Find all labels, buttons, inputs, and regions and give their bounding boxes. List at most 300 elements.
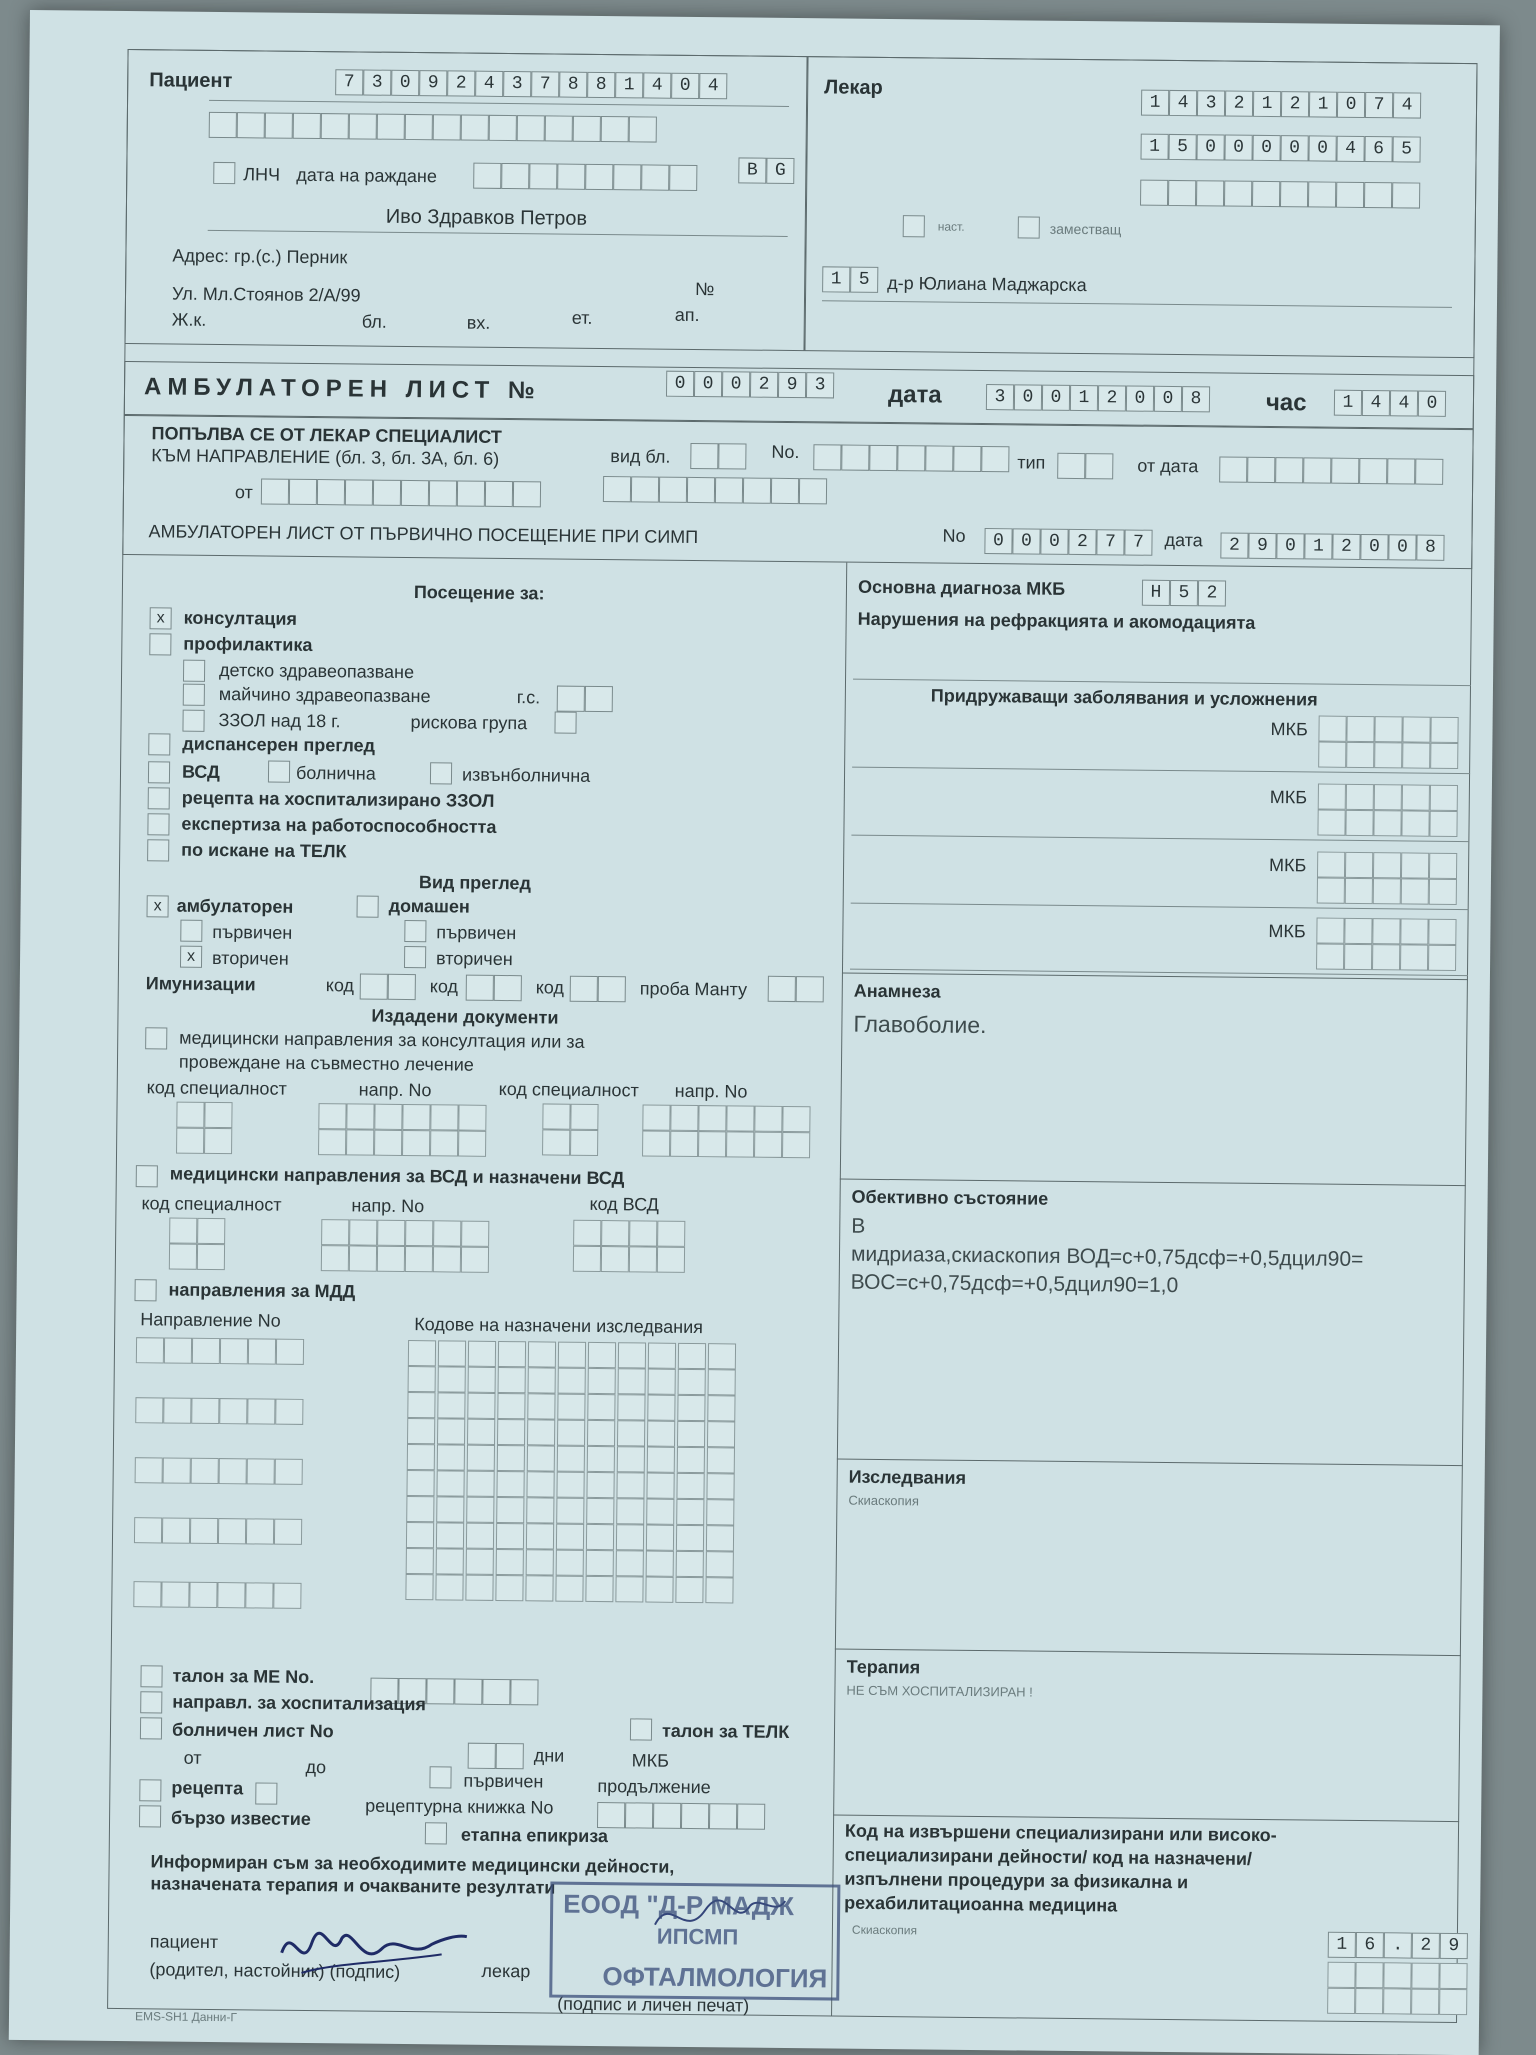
grid-cell [318,1129,346,1155]
digit-box: 9 [778,372,806,398]
country-code [738,157,794,184]
grid-cell [496,1523,524,1549]
grid-cell [1316,918,1344,944]
digit-box [585,164,613,190]
digit-box: 3 [1197,90,1225,116]
digit-box: 2 [1068,529,1096,555]
home-secondary-label: вторичен [435,948,513,970]
visit-checkbox[interactable]: x [150,607,172,629]
digit-box [485,481,513,507]
grid-cell [436,1470,464,1496]
grid-cell [437,1392,465,1418]
primary-sick-checkbox[interactable] [429,1766,451,1788]
digit-box [631,476,659,502]
grid-cell [526,1497,554,1523]
digit-box [345,479,373,505]
digit-box [489,115,517,141]
recipe-extra-checkbox[interactable] [255,1782,277,1804]
outhospital-checkbox[interactable] [430,762,452,784]
digit-box [321,113,349,139]
specialist-no-boxes [813,444,1009,472]
grid-cell [433,1220,461,1246]
digit-box [513,481,541,507]
grid-cell [430,1104,458,1130]
digit-box [405,114,433,140]
procedure-code [1328,1932,1468,1959]
grid-cell [707,1395,735,1421]
objective-line3: ВОС=с+0,75дсф=+0,5дцил90=1,0 [850,1270,1179,1298]
grid-cell [1428,945,1456,971]
digit-box [466,975,494,1001]
grid-cell [617,1420,645,1446]
mdd-left-grids [30,10,1500,25]
grid-cell [754,1132,782,1158]
grid-cell [556,1472,584,1498]
stamp-line3: ОФТАЛМОЛОГИЯ [602,1961,828,1994]
digit-box: 0 [1042,385,1070,411]
anamnesis-title: Анамнеза [853,980,941,1002]
home-checkbox[interactable] [357,895,379,917]
digit-box: 0 [984,528,1012,554]
digit-box [1196,180,1224,206]
digit-box: 4 [1390,390,1418,416]
ref-grid-4 [642,1104,811,1158]
digit-box: 0 [722,371,750,397]
primary-date-label: дата [1164,529,1203,551]
digit-box: 0 [1014,384,1042,410]
visit-checkbox[interactable] [147,839,169,861]
anamnesis-text: Главоболие. [853,1010,987,1039]
grid-cell [587,1394,615,1420]
objective-line1: В [851,1214,866,1238]
digit-box: 6 [1364,136,1392,162]
grid-cell [726,1105,754,1131]
mdd-codes-label: Кодове на назначени изследвания [414,1314,704,1338]
grid-cell [586,1472,614,1498]
grid-cell [374,1104,402,1130]
grid-cell [406,1470,434,1496]
exam-title: Вид преглед [418,872,532,894]
ref-napr-no: напр. No [358,1079,432,1101]
patient-id-boxes [209,112,657,143]
digit-box [349,113,377,139]
grid-cell [588,1368,616,1394]
visit-label: консултация [183,607,298,629]
grid-cell [678,1343,706,1369]
grid-cell [1345,878,1373,904]
digit-box [925,445,953,471]
digit-box [690,443,718,469]
digit-box [1331,458,1359,484]
ap-label: ап. [674,304,700,326]
grid-cell [1374,784,1402,810]
visit-label: по искане на ТЕЛК [181,839,347,862]
grid-cell [245,1582,273,1608]
grid-cell [435,1574,463,1600]
digit-box [1392,182,1420,208]
digit-box [317,479,345,505]
grid-cell [197,1218,225,1244]
vsd-grid-1 [169,1218,226,1271]
grid-cell [1345,810,1373,836]
digit-box: 0 [1196,134,1224,160]
grid-cell [176,1102,204,1128]
grid-cell [1317,852,1345,878]
digit-box: 0 [694,371,722,397]
digit-box [869,445,897,471]
parent-sig-label: (родител, настойник) (подпис) [149,1959,401,1982]
grid-cell [677,1395,705,1421]
zam-checkbox[interactable] [1018,216,1040,238]
hosp-checkbox[interactable] [140,1691,162,1713]
hospital-checkbox[interactable] [268,761,290,783]
grid-cell [587,1420,615,1446]
visit-checkbox[interactable] [148,761,170,783]
digit-box: 6 [1356,1932,1384,1958]
digit-box [529,163,557,189]
tip-label: тип [1017,452,1046,473]
grid-cell [1318,716,1346,742]
primary-no [984,528,1152,556]
grid-cell [707,1421,735,1447]
digit-box [897,445,925,471]
nast-checkbox[interactable] [903,215,925,237]
doctor-name: д-р Юлиана Маджарска [887,272,1087,296]
digit-box: 2 [1281,91,1309,117]
amb-primary-checkbox[interactable] [180,920,202,942]
grid-cell [1318,742,1346,768]
grid-cell [1430,717,1458,743]
codes-title-1: Код на извършени специализирани или високо- [844,1820,1277,1846]
digit-box: 3 [986,384,1014,410]
digit-box: 1 [1304,533,1332,559]
digit-box [1247,457,1275,483]
grid-cell [437,1418,465,1444]
grid-cell [645,1577,673,1603]
home-secondary-checkbox[interactable] [404,946,426,968]
vh-label: вх. [466,312,491,333]
grid-cell [1428,919,1456,945]
specialist-line1: ПОПЪЛВА СЕ ОТ ЛЕКАР СПЕЦИАЛИСТ [151,423,502,447]
grid-cell [706,1499,734,1525]
grid-cell [542,1103,570,1129]
visit-checkbox[interactable] [149,633,171,655]
recipe-checkbox[interactable] [139,1779,161,1801]
ambulatory-sheet [9,10,1500,2055]
et-label: ет. [571,307,593,328]
digit-box: 9 [1440,1933,1468,1959]
doctor-label: Лекар [824,76,883,99]
grid-cell [1373,810,1401,836]
grid-cell [467,1445,495,1471]
visit-checkbox[interactable] [183,660,205,682]
zam-label: заместващ [1049,220,1122,238]
grid-cell [642,1130,670,1156]
vsd-grid-3 [573,1220,686,1273]
ref-spec-code-2: код специалност [498,1078,639,1101]
grid-cell [247,1458,275,1484]
visit-checkbox[interactable] [183,684,205,706]
specialist-line2: КЪМ НАПРАВЛЕНИЕ (бл. 3, бл. 3А, бл. 6) [151,445,500,469]
ot2-boxes [603,476,827,504]
amb-secondary-label: вторичен [211,947,289,969]
grid-cell [276,1339,304,1365]
grid-cell [1429,879,1457,905]
comorb-mkb-grid [1317,784,1458,837]
digit-box [1364,182,1392,208]
sick-checkbox[interactable] [140,1717,162,1739]
mdd-code-grid [405,1340,736,1603]
quick-checkbox[interactable] [139,1805,161,1827]
digit-box [629,116,657,142]
grid-cell [408,1340,436,1366]
digit-box: 7 [1124,529,1152,555]
visit-label: експертиза на работоспособността [181,813,497,837]
grid-cell [436,1522,464,1548]
digit-box: H [1142,580,1170,606]
grid-cell [1317,878,1345,904]
grid-cell [405,1574,433,1600]
immun-boxes-1 [360,974,416,1001]
zhk-label: Ж.к. [171,309,207,330]
grid-cell [1327,1988,1355,2014]
grid-cell [497,1419,525,1445]
digit-box [1359,458,1387,484]
digit-box: 1 [822,266,850,292]
digit-box: 0 [1224,135,1252,161]
amb-secondary-checkbox[interactable]: x [180,946,202,968]
grid-cell [430,1130,458,1156]
epicrisis-checkbox[interactable] [425,1822,447,1844]
grid-cell [676,1499,704,1525]
digit-box: 0 [1276,533,1304,559]
grid-cell [135,1457,163,1483]
grid-cell [219,1398,247,1424]
doctor-spec-code [822,266,878,293]
grid-cell [275,1399,303,1425]
grid-cell [204,1102,232,1128]
vsd-code-label: код ВСД [589,1193,660,1215]
grid-cell [436,1496,464,1522]
grid-cell [586,1498,614,1524]
grid-cell [408,1366,436,1392]
grid-cell [558,1342,586,1368]
patient-address: Адрес: гр.(с.) Перник [172,245,348,268]
grid-cell [1400,944,1428,970]
visit-label: майчино здравеопазване [218,684,431,707]
digit-box [482,1679,510,1705]
grid-cell [526,1549,554,1575]
visit-checkbox[interactable] [148,733,170,755]
grid-cell [527,1419,555,1445]
digit-box: 8 [559,72,587,98]
digit-box [1280,181,1308,207]
digit-box [659,477,687,503]
mantu-label: проба Манту [639,978,748,1000]
grid-cell [497,1445,525,1471]
digit-box: 1 [1070,385,1098,411]
continuation-label: продължение [597,1776,711,1798]
doctor-sig-label: лекар [481,1960,531,1982]
ot-data-label: от дата [1137,455,1199,477]
grid-cell [1372,918,1400,944]
ambulatory-label: амбулаторен [176,895,294,917]
vsd-checkbox[interactable] [136,1165,158,1187]
hospital-label: болнична [295,762,376,784]
mdd-napr-grid [134,1517,302,1545]
home-primary-checkbox[interactable] [404,920,426,942]
grid-cell [556,1550,584,1576]
digit-box [373,480,401,506]
digit-box: 0 [1418,391,1446,417]
grid-cell [496,1471,524,1497]
grid-cell [573,1220,601,1246]
primary-visit-label: АМБУЛАТОРЕН ЛИСТ ОТ ПЪРВИЧНО ПОСЕЩЕНИЕ ПРИ СИМП [148,521,699,548]
grid-cell [1373,878,1401,904]
grid-cell [557,1394,585,1420]
grid-cell [461,1247,489,1273]
grid-cell [1318,784,1346,810]
grid-cell [706,1473,734,1499]
digit-box [388,974,416,1000]
digit-box [557,164,585,190]
grid-cell [647,1421,675,1447]
grid-cell [558,1368,586,1394]
grid-cell [525,1575,553,1601]
vsd-grid-2 [321,1219,490,1273]
grid-cell [528,1367,556,1393]
grid-cell [161,1581,189,1607]
digit-box [496,1743,524,1769]
digit-box [401,480,429,506]
recipe-label: рецепта [171,1777,244,1799]
digit-box [209,112,237,138]
digit-box: 0 [1126,385,1154,411]
digit-box: 0 [1154,386,1182,412]
mdd-napr-grid [135,1397,303,1425]
grid-cell [1439,1963,1467,1989]
digit-box: 1 [1253,91,1281,117]
risk-checkbox[interactable] [554,712,576,734]
digit-box [709,1803,737,1829]
stamp-caption: (подпис и личен печат) [557,1993,750,2016]
grid-cell [708,1343,736,1369]
grid-cell [1346,742,1374,768]
digit-box: 7 [335,69,363,95]
doctor-stamp [549,1882,840,2001]
grid-cell [1383,1988,1411,2014]
grid-cell [678,1369,706,1395]
digit-box: 3 [806,372,834,398]
objective-line2: мидриаза,скиаскопия ВОД=с+0,75дсф=+0,5дцил90= [850,1242,1364,1272]
ot-boxes [261,478,541,507]
grid-cell [616,1550,644,1576]
referrals-checkbox[interactable] [145,1027,167,1049]
sick-ot-label: от [183,1747,202,1768]
grid-cell [657,1221,685,1247]
grid-cell [782,1132,810,1158]
grid-cell [377,1246,405,1272]
visit-checkbox[interactable] [148,787,170,809]
sick-label: болничен лист No [171,1719,334,1742]
grid-cell [321,1245,349,1271]
codes-title-2: специализирани дейности/ код на назначени/ [844,1844,1253,1869]
mdd-napr-grid [136,1337,304,1365]
doctor-uin-2 [1140,134,1420,163]
grid-cell [1411,1989,1439,2015]
digit-box: 2 [1098,385,1126,411]
grid-cell [1317,810,1345,836]
quick-label: бързо известие [170,1807,311,1830]
talon-me-checkbox[interactable] [140,1665,162,1687]
digit-box [796,976,824,1002]
grid-cell [615,1576,643,1602]
ot-data-boxes [1219,456,1443,484]
grid-cell [349,1219,377,1245]
digit-box [598,976,626,1002]
ambulatory-checkbox[interactable]: x [147,895,169,917]
grid-cell [436,1548,464,1574]
digit-box: 8 [587,72,615,98]
grid-cell [318,1103,346,1129]
digit-box: 0 [1012,528,1040,554]
digit-box [261,478,289,504]
digit-box [1387,458,1415,484]
talon-telk-checkbox[interactable] [630,1718,652,1740]
digit-box: 2 [1198,580,1226,606]
digit-box: 4 [475,71,503,97]
lnch-checkbox[interactable] [213,162,235,184]
grid-cell [675,1577,703,1603]
visit-checkbox[interactable] [182,710,204,732]
days-label: дни [533,1745,565,1766]
digit-box [953,446,981,472]
digit-box [545,115,573,141]
grid-cell [555,1576,583,1602]
grid-cell [248,1338,276,1364]
talon-telk-label: талон за ТЕЛК [661,1720,790,1743]
digit-box [570,976,598,1002]
diagnosis-text: Нарушения на рефракцията и акомодацията [857,608,1256,633]
grid-cell [465,1575,493,1601]
digit-box [669,165,697,191]
grid-cell [676,1525,704,1551]
grid-cell [1401,810,1429,836]
grid-cell [527,1445,555,1471]
gs-label: г.с. [516,687,541,708]
grid-cell [618,1342,646,1368]
grid-cell [406,1522,434,1548]
grid-cell [191,1398,219,1424]
grid-cell [647,1447,675,1473]
mdd-napr-no: Направление No [140,1309,281,1331]
mdd-checkbox[interactable] [134,1279,156,1301]
digit-box: 3 [503,71,531,97]
grid-cell [204,1128,232,1154]
grid-cell [670,1105,698,1131]
grid-cell [169,1218,197,1244]
grid-cell [197,1244,225,1270]
digit-box [1336,182,1364,208]
grid-cell [467,1393,495,1419]
primary-no-label: No [942,525,966,546]
immun-kod-3: код [535,977,565,998]
grid-cell [1383,1962,1411,1988]
digit-box: 0 [1388,534,1416,560]
digit-box [1140,180,1168,206]
grid-cell [495,1575,523,1601]
visit-checkbox[interactable] [147,813,169,835]
